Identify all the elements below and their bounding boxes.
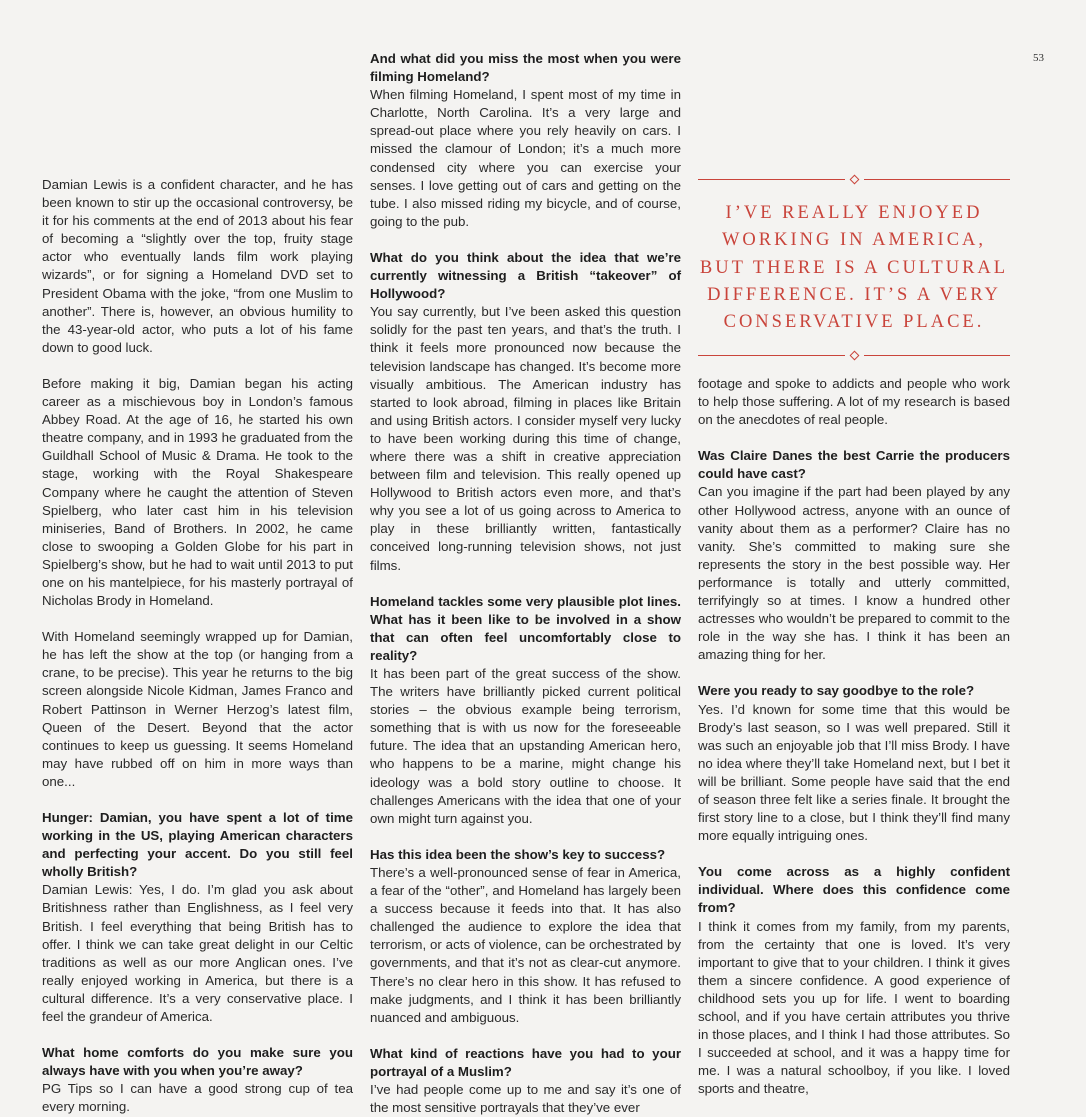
pull-quote-bottom-rule bbox=[698, 348, 1010, 362]
interview-question: Hunger: Damian, you have spent a lot of time working in the US, playing American characters and perfecting your accent. Do you still feel wholly British? bbox=[42, 810, 353, 880]
pull-quote-line: DIFFERENCE. IT’S A VERY bbox=[707, 284, 1001, 305]
pull-quote-text bbox=[698, 186, 1010, 348]
diamond-ornament-icon bbox=[849, 174, 859, 184]
article-column-1 bbox=[42, 176, 353, 1117]
interview-question: Has this idea been the show’s key to success? bbox=[370, 846, 666, 862]
interview-answer: It has been part of the great success of the show. The writers have brilliantly picked current political stories – the obvious example being terrorism, something that is with us now for the foreseeable future. The idea that an upstanding American hero, who happens to be a marine, might change his ideology was a bold story outline to choose. It challenges Americans with the idea that one of your own might turn against you. bbox=[370, 666, 681, 826]
article-column-3 bbox=[698, 375, 1010, 1098]
interview-answer: I’ve had people come up to me and say it’s one of the most sensitive portrayals that they’ve ever bbox=[370, 1081, 681, 1116]
interview-question: What kind of reactions have you had to your portrayal of a Muslim? bbox=[370, 1045, 681, 1079]
pull-quote-line: WORKING IN AMERICA, bbox=[721, 230, 987, 251]
interview-answer: Can you imagine if the part had been played by any other Hollywood actress, anyone with an ounce of vanity about them as a performer? Claire has no vanity. She’s committed to making sure she represents the story in the best possible way. Her performance is totally and utterly committed, terrifyingly so at times. I know a hundred other actresses who wouldn’t be prepared to commit to the role in the way she has. I think it has been an amazing thing for her. bbox=[698, 484, 1010, 663]
interview-question: What do you think about the idea that we’re currently witnessing a British “takeover” of Hollywood? bbox=[370, 249, 681, 302]
pull-quote-line: BUT THERE IS A CULTURAL bbox=[699, 257, 1009, 278]
interview-question: And what did you miss the most when you were filming Homeland? bbox=[370, 51, 681, 85]
pull-quote-top-rule bbox=[698, 172, 1010, 186]
interview-question: Were you ready to say goodbye to the role? bbox=[698, 683, 975, 699]
body-paragraph: With Homeland seemingly wrapped up for Damian, he has left the show at the top (or hanging from a crane, to be precise). This year he returns to the big screen alongside Nicole Kidman, James Franco and Robert Pattinson in Werner Herzog’s latest film, Queen of the Desert. Beyond that the actor continues to keep us guessing. It seems Homeland may have rubbed off on him in more ways than one... bbox=[42, 629, 353, 789]
interview-question: You come across as a highly confident individual. Where does this confidence come from? bbox=[698, 864, 1010, 916]
interview-answer: Yes. I’d known for some time that this would be Brody’s last season, so I was well prepared. Still it was such an enjoyable job that I’ll miss Brody. I have no idea where they’ll take Homeland next, but I bet it will be brilliant. Some people have said that the end of season three felt like a series finale. It brought the first story line to a close, but I think they’ll find many more equally intriguing ones. bbox=[698, 701, 1010, 844]
interview-question: Homeland tackles some very plausible plot lines. What has it been like to be involved in a show that can often feel uncomfortably close to reality? bbox=[370, 593, 681, 663]
pull-quote-line: CONSERVATIVE PLACE. bbox=[723, 312, 985, 333]
interview-question: Was Claire Danes the best Carrie the producers could have cast? bbox=[698, 448, 1010, 482]
interview-question: What home comforts do you make sure you always have with you when you’re away? bbox=[42, 1045, 353, 1079]
interview-answer: PG Tips so I can have a good strong cup of tea every morning. bbox=[42, 1081, 353, 1115]
body-paragraph: Before making it big, Damian began his acting career as a mischievous boy in London’s famous Abbey Road. At the age of 16, he started his own theatre company, and in 1993 he graduated from the Guildhall School of Music & Drama. He took to the stage, working with the Royal Shakespeare Company where he caught the attention of Steven Spielberg, who later cast him in his television miniseries, Band of Brothers. In 2002, he came close to swooping a Golden Globe for his part in Spielberg’s show, but he had to wait until 2013 to put one on his mantelpiece, for his masterly portrayal of Nicholas Brody in Homeland. bbox=[42, 375, 353, 609]
interview-answer: I think it comes from my family, from my parents, from the certainty that one is loved. It’s very important to give that to your children. I think it gives them a sincere confidence. A good experience of childhood sets you up for life. I went to boarding school, and if you have certain attributes you thrive in those places, and I think I had those attributes. So I succeeded at school, and it was a happy time for me. I was a natural schoolboy, if you like. I loved sports and theatre, bbox=[698, 918, 1010, 1097]
interview-answer: When filming Homeland, I spent most of my time in Charlotte, North Carolina. It’s a very large and spread-out place where you rely heavily on cars. I missed the clamour of London; it’s a much more condensed city where you can exercise your senses. I love getting out of cars and getting on the tube. I also missed riding my bicycle, and of course, going to the pub. bbox=[370, 87, 681, 229]
pull-quote-line: I’VE REALLY ENJOYED bbox=[725, 203, 983, 223]
article-column-2 bbox=[370, 50, 681, 1117]
interview-answer: There’s a well-pronounced sense of fear in America, a fear of the “other”, and Homeland has largely been a success because it feeds into that. It has also challenged the audience to explore the idea that terrorism, or acts of violence, can be orchestrated by governments, and that it’s not as clear-cut anymore. There’s no clear hero in this show. It has refused to make judgments, and I think it has been brilliantly nuanced and ambiguous. bbox=[370, 864, 681, 1025]
interview-answer: Damian Lewis: Yes, I do. I’m glad you ask about Britishness rather than Englishness, as I feel very British. I feel everything that being British has to offer. I think we can take great delight in our Celtic traditions as well as our more Anglican ones. I’ve really enjoyed working in America, but there is a cultural difference. It’s a very conservative place. I feel the grandeur of America. bbox=[42, 882, 353, 1025]
page-number: 53 bbox=[1033, 52, 1044, 64]
diamond-ornament-icon bbox=[849, 351, 859, 361]
interview-answer: You say currently, but I’ve been asked this question solidly for the past ten years, and that’s the truth. I think it feels more pronounced now because the television landscape has changed. It’s become more visually ambitious. The American industry has started to look abroad, filming in places like Britain and using British actors. I consider myself very lucky to have been working during this time of change, where there was a shift in creative appreciation between film and television. This really opened up Hollywood to British actors even more, and that’s why you see a lot of us going across to America to play in these brilliantly written, fantastically conceived long-running television shows, not just films. bbox=[370, 304, 681, 573]
pull-quote bbox=[698, 172, 1010, 362]
intro-paragraph: Damian Lewis is a confident character, and he has been known to stir up the occasional controversy, be it for his comments at the end of 2013 about his fear of becoming a “slightly over the top, fruity stage actor who eventually lands film work playing wizards”, or for signing a Homeland DVD set to President Obama with the joke, “from one Muslim to another”. There is, however, an obvious humility to the 43-year-old actor, who puts a lot of his fame down to good luck. bbox=[42, 177, 353, 355]
interview-answer: footage and spoke to addicts and people who work to help those suffering. A lot of my research is based on the anecdotes of real people. bbox=[698, 376, 1010, 428]
